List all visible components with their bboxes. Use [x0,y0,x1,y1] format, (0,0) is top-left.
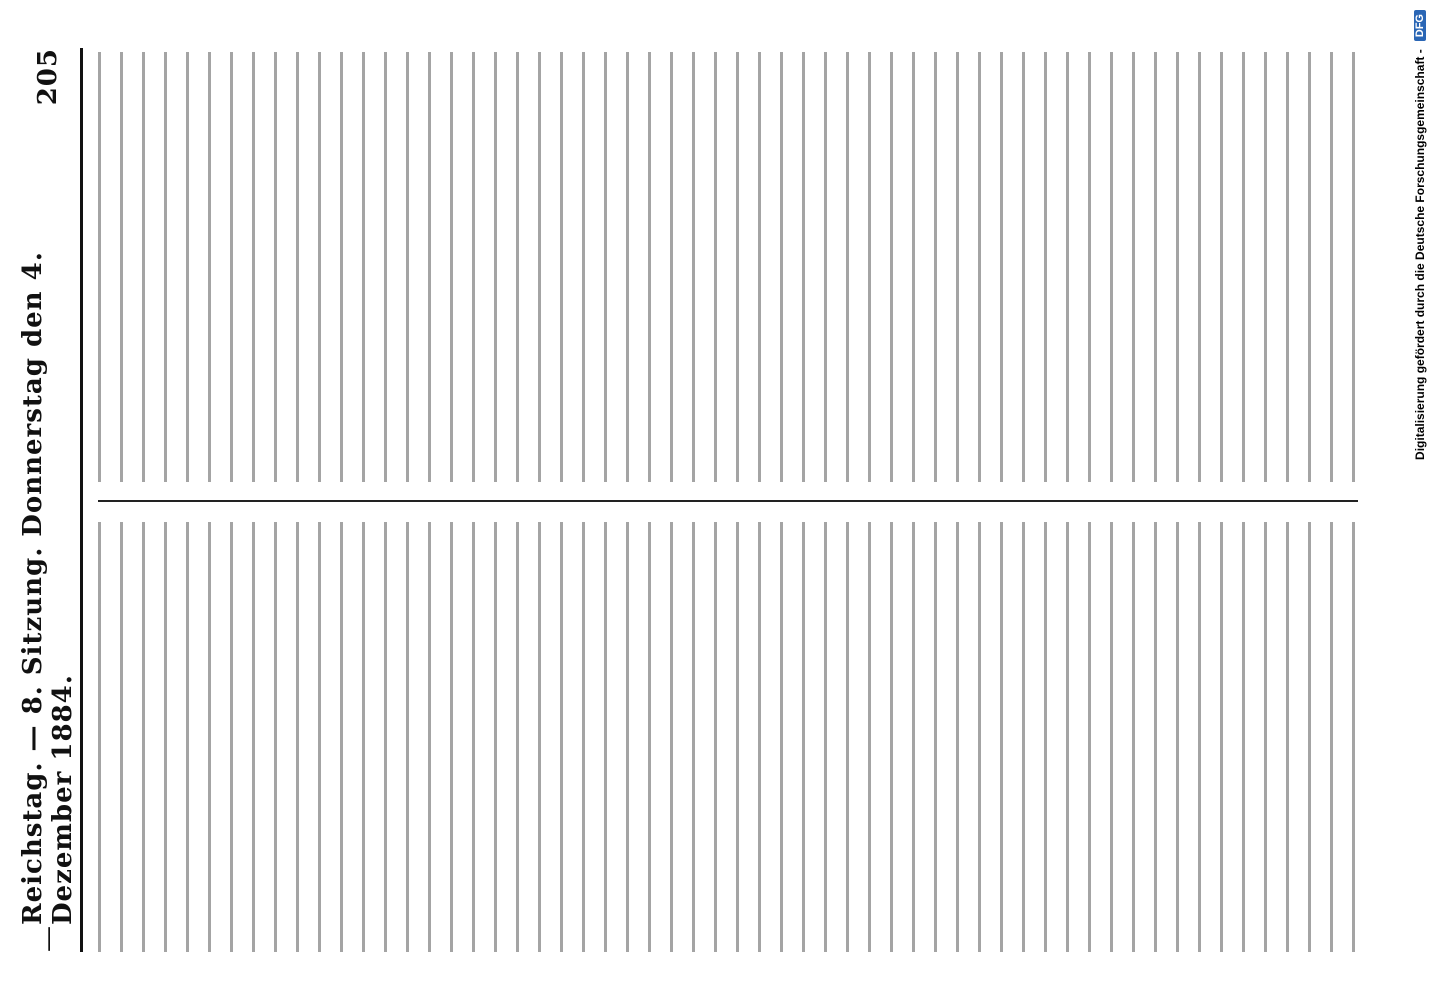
text-lines-right [98,52,1358,482]
text-lines-left [98,522,1358,952]
scanned-page [8,8,1400,992]
header-rule [80,48,83,952]
dfg-logo: DFG [1414,10,1426,41]
header-left-mark: — [33,925,63,952]
text-column-left [98,522,1358,952]
column-divider [98,500,1358,502]
page-number: 205 [33,48,63,106]
page-header [18,48,78,952]
dfg-sidebar-content [1408,0,1432,1000]
dfg-sidebar [1408,0,1432,1000]
page-content [8,8,1400,992]
dfg-notice: Digitalisierung gefördert durch die Deutsche Forschungsgemeinschaft - [1413,49,1427,460]
header-title: Reichstag. — 8. Sitzung. Donnerstag den 4. Dezember 1884. [18,251,78,925]
text-column-right [98,52,1358,482]
